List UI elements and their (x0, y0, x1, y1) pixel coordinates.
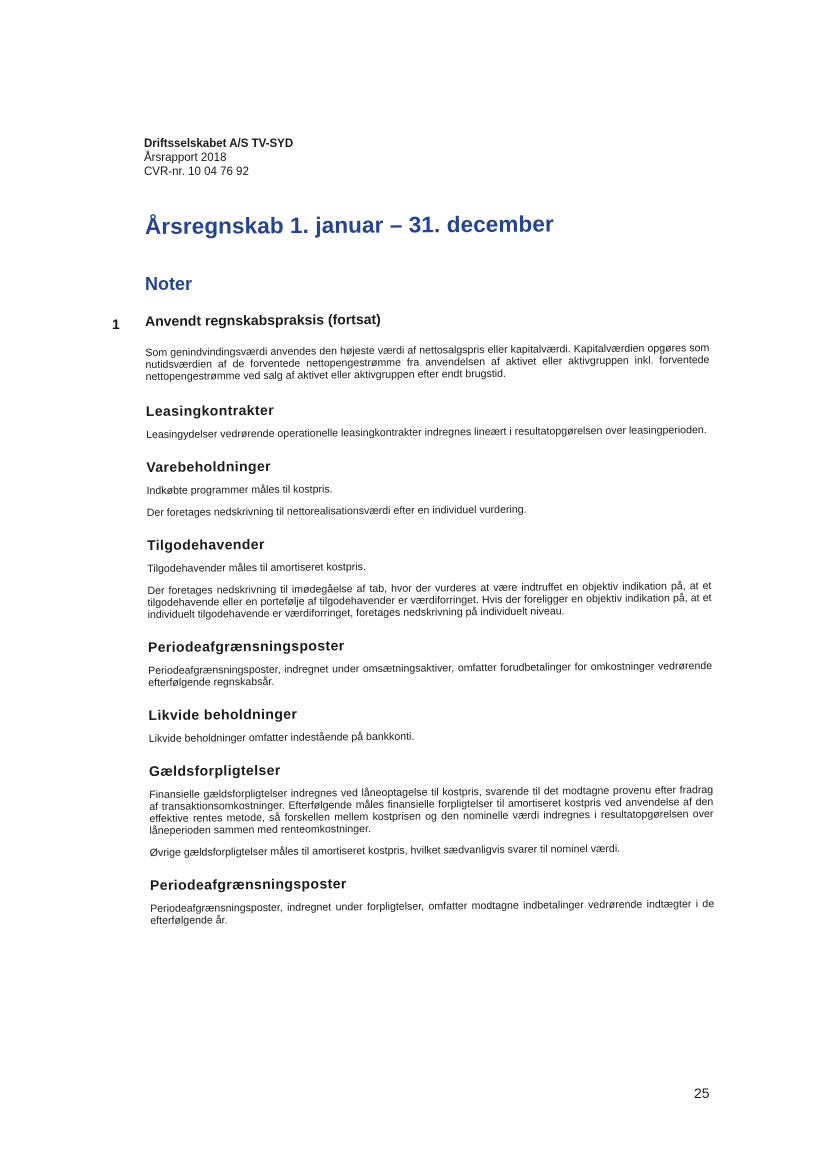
section-heading: Varebeholdninger (146, 457, 272, 475)
section-varebeholdninger (146, 454, 711, 519)
note-number: 1 (112, 316, 120, 332)
paragraph: Øvrige gældsforpligtelser måles til amortiseret kostpris, hvilket sædvanligvis svarer til nominel værdi. (149, 842, 621, 859)
section-heading: Gældsforpligtelser (148, 761, 281, 779)
cvr-number: CVR-nr. 10 04 76 92 (144, 166, 249, 178)
report-name: Årsrapport 2018 (144, 152, 227, 164)
note-heading: Anvendt regnskabspraksis (fortsat) (145, 310, 381, 329)
paragraph: Der foretages nedskrivning til nettorealisationsværdi efter en individuel vurdering. (146, 503, 527, 519)
company-name: Driftsselskabet A/S TV-SYD (144, 138, 294, 150)
section-leasingkontrakter (146, 398, 710, 441)
paragraph: Indkøbte programmer måles til kostpris. (146, 483, 333, 497)
section-heading: Periodeafgrænsningsposter (147, 637, 345, 655)
paragraph: Periodeafgrænsningsposter, indregnet under omsætningsaktiver, omfatter forudbetalinger for omkostninger vedrørende efterfølgende regnskabsår. (148, 660, 713, 689)
document-header (144, 137, 293, 179)
paragraph: Leasingydelser vedrørende operationelle leasingkontrakter indregnes lineært i resultatopgørelsen over leasingperioden. (146, 424, 707, 441)
note-intro-paragraph: Som genindvindingsværdi anvendes den højeste værdi af nettosalgspris eller kapitalværdi. Kapitalværdien opgøres som nutidsværdien af de forventede nettopengestrømme fra anvendelsen af aktivet eller aktivgruppen inkl. forventede nettopengestrømme ved salg af aktivet eller aktivgruppen efter endt brugstid. (145, 342, 710, 383)
section-periodeafgraensningsposter-aktiver (148, 634, 712, 689)
section-gaeldsforpligtelser (149, 758, 714, 859)
section-title: Noter (145, 274, 193, 294)
section-heading: Likvide beholdninger (148, 705, 298, 723)
paragraph: Der foretages nedskrivning til imødegåelse af tab, hvor der vurderes at være indtruffet en objektiv indikation på, at et tilgodehavende eller en portefølje af tilgodehavender er værdiforringet. Hvis der foreligger en objektiv indikation på, at et individuelt tilgodehavende er værdiforringet, foretages nedskrivning på individuelt niveau. (147, 580, 712, 621)
section-heading: Periodeafgrænsningsposter (149, 875, 347, 893)
paragraph: Periodeafgrænsningsposter, indregnet under forpligtelser, omfatter modtagne indbetalinger vedrørende indtægter i de efterfølgende år. (150, 898, 715, 927)
note-content (145, 308, 714, 927)
section-heading: Tilgodehavender (146, 535, 265, 553)
paragraph: Tilgodehavender måles til amortiseret kostpris. (147, 561, 366, 575)
section-tilgodehavender (147, 532, 712, 621)
section-heading: Leasingkontrakter (145, 401, 275, 419)
paragraph: Likvide beholdninger omfatter indestående på bankkonti. (148, 730, 415, 745)
section-periodeafgraensningsposter-forpligtelser (150, 872, 714, 927)
section-likvide-beholdninger (148, 702, 712, 745)
page-number: 25 (694, 1085, 710, 1101)
paragraph: Finansielle gældsforpligtelser indregnes ved låneoptagelse til kostpris, svarende til det modtagne provenu efter fradrag af transaktionsomkostninger. Efterfølgende måles finansielle forpligtelser til amortiseret kostpris ved anvendelse af den effektive rentes metode, så forskellen mellem kostprisen og den nominelle værdi indregnes i resultatopgørelsen over låneperioden sammen med renteomkostninger. (149, 784, 714, 837)
page-title: Årsregnskab 1. januar – 31. december (144, 211, 554, 239)
